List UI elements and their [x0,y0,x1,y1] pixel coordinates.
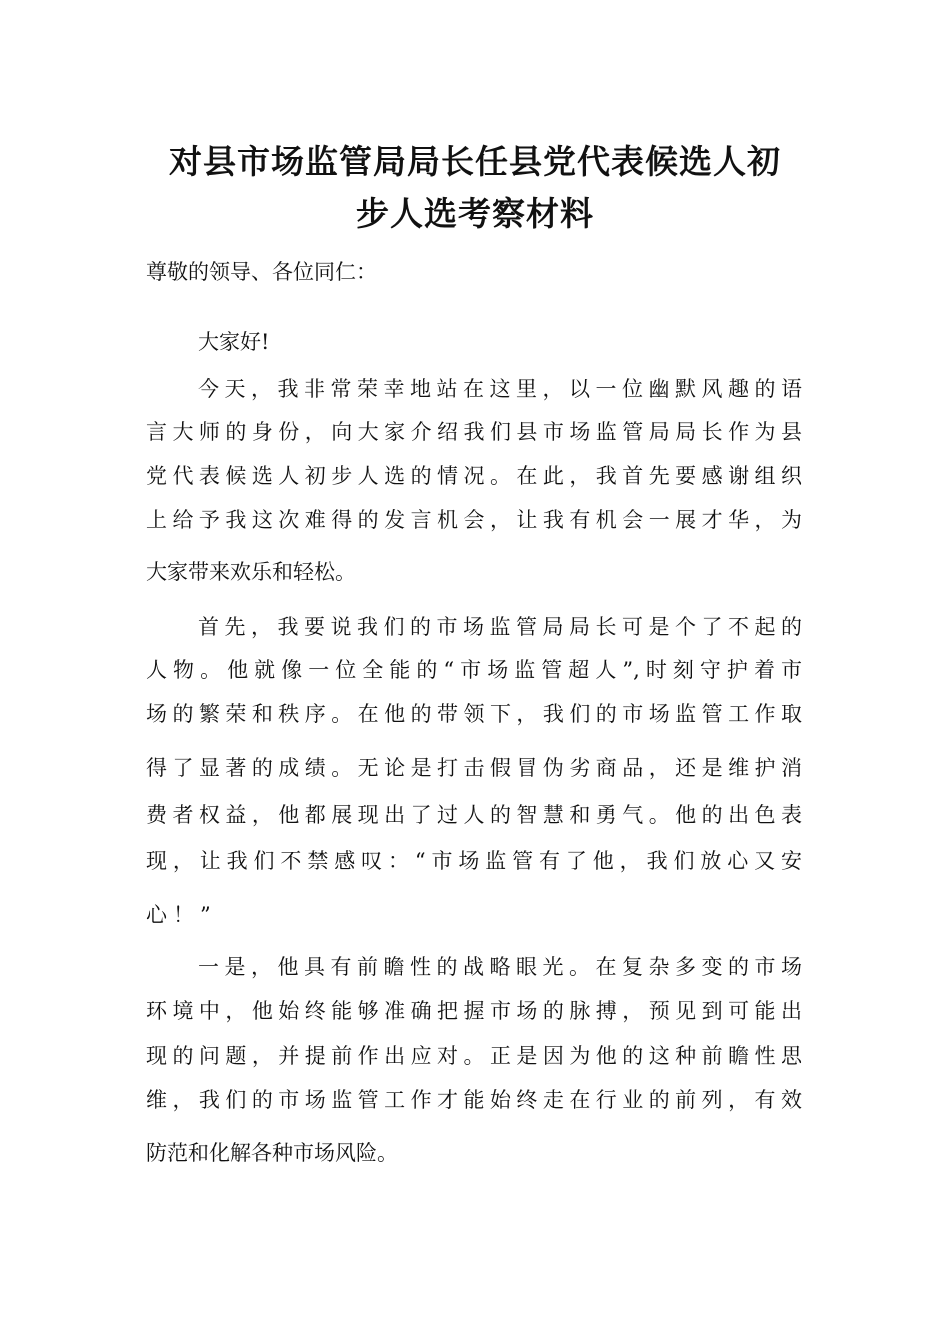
title-line-2: 步人选考察材料 [356,194,594,233]
paragraph-2-line-7: 心！” [146,903,217,927]
paragraph-2-line-5: 费者权益，他都展现出了过人的智慧和勇气。他的出色表 [146,803,802,827]
paragraph-2-line-1: 首先，我要说我们的市场监管局局长可是个了不起的 [198,615,802,639]
paragraph-2-line-3: 场的繁荣和秩序。在他的带领下，我们的市场监管工作取 [146,702,802,726]
salutation: 尊敬的领导、各位同仁： [146,260,377,284]
paragraph-1-line-5: 大家带来欢乐和轻松。 [146,560,356,584]
paragraph-1-line-3: 党代表候选人初步人选的情况。在此，我首先要感谢组织 [146,464,802,488]
paragraph-1-line-2: 言大师的身份，向大家介绍我们县市场监管局局长作为县 [146,420,802,444]
paragraph-2-line-6: 现，让我们不禁感叹：“市场监管有了他，我们放心又安 [146,849,802,873]
paragraph-3-line-1: 一是，他具有前瞻性的战略眼光。在复杂多变的市场 [198,955,802,979]
paragraph-2-line-2: 人物。他就像一位全能的“市场监管超人”,时刻守护着市 [146,658,802,682]
paragraph-2-line-4: 得了显著的成绩。无论是打击假冒伪劣商品，还是维护消 [146,756,802,780]
paragraph-3-line-2: 环境中，他始终能够准确把握市场的脉搏，预见到可能出 [146,999,802,1023]
title-line-1: 对县市场监管局局长任县党代表候选人初 [169,142,781,181]
paragraph-3-line-5: 防范和化解各种市场风险。 [146,1141,398,1165]
document-title [130,136,820,240]
paragraph-1-line-4: 上给予我这次难得的发言机会，让我有机会一展才华，为 [146,508,802,532]
paragraph-3-line-3: 现的问题，并提前作出应对。正是因为他的这种前瞻性思 [146,1044,802,1068]
paragraph-3-line-4: 维，我们的市场监管工作才能始终走在行业的前列，有效 [146,1088,802,1112]
paragraph-1-line-1: 今天，我非常荣幸地站在这里，以一位幽默风趣的语 [198,377,802,401]
greeting-text: 大家好! [198,330,270,354]
